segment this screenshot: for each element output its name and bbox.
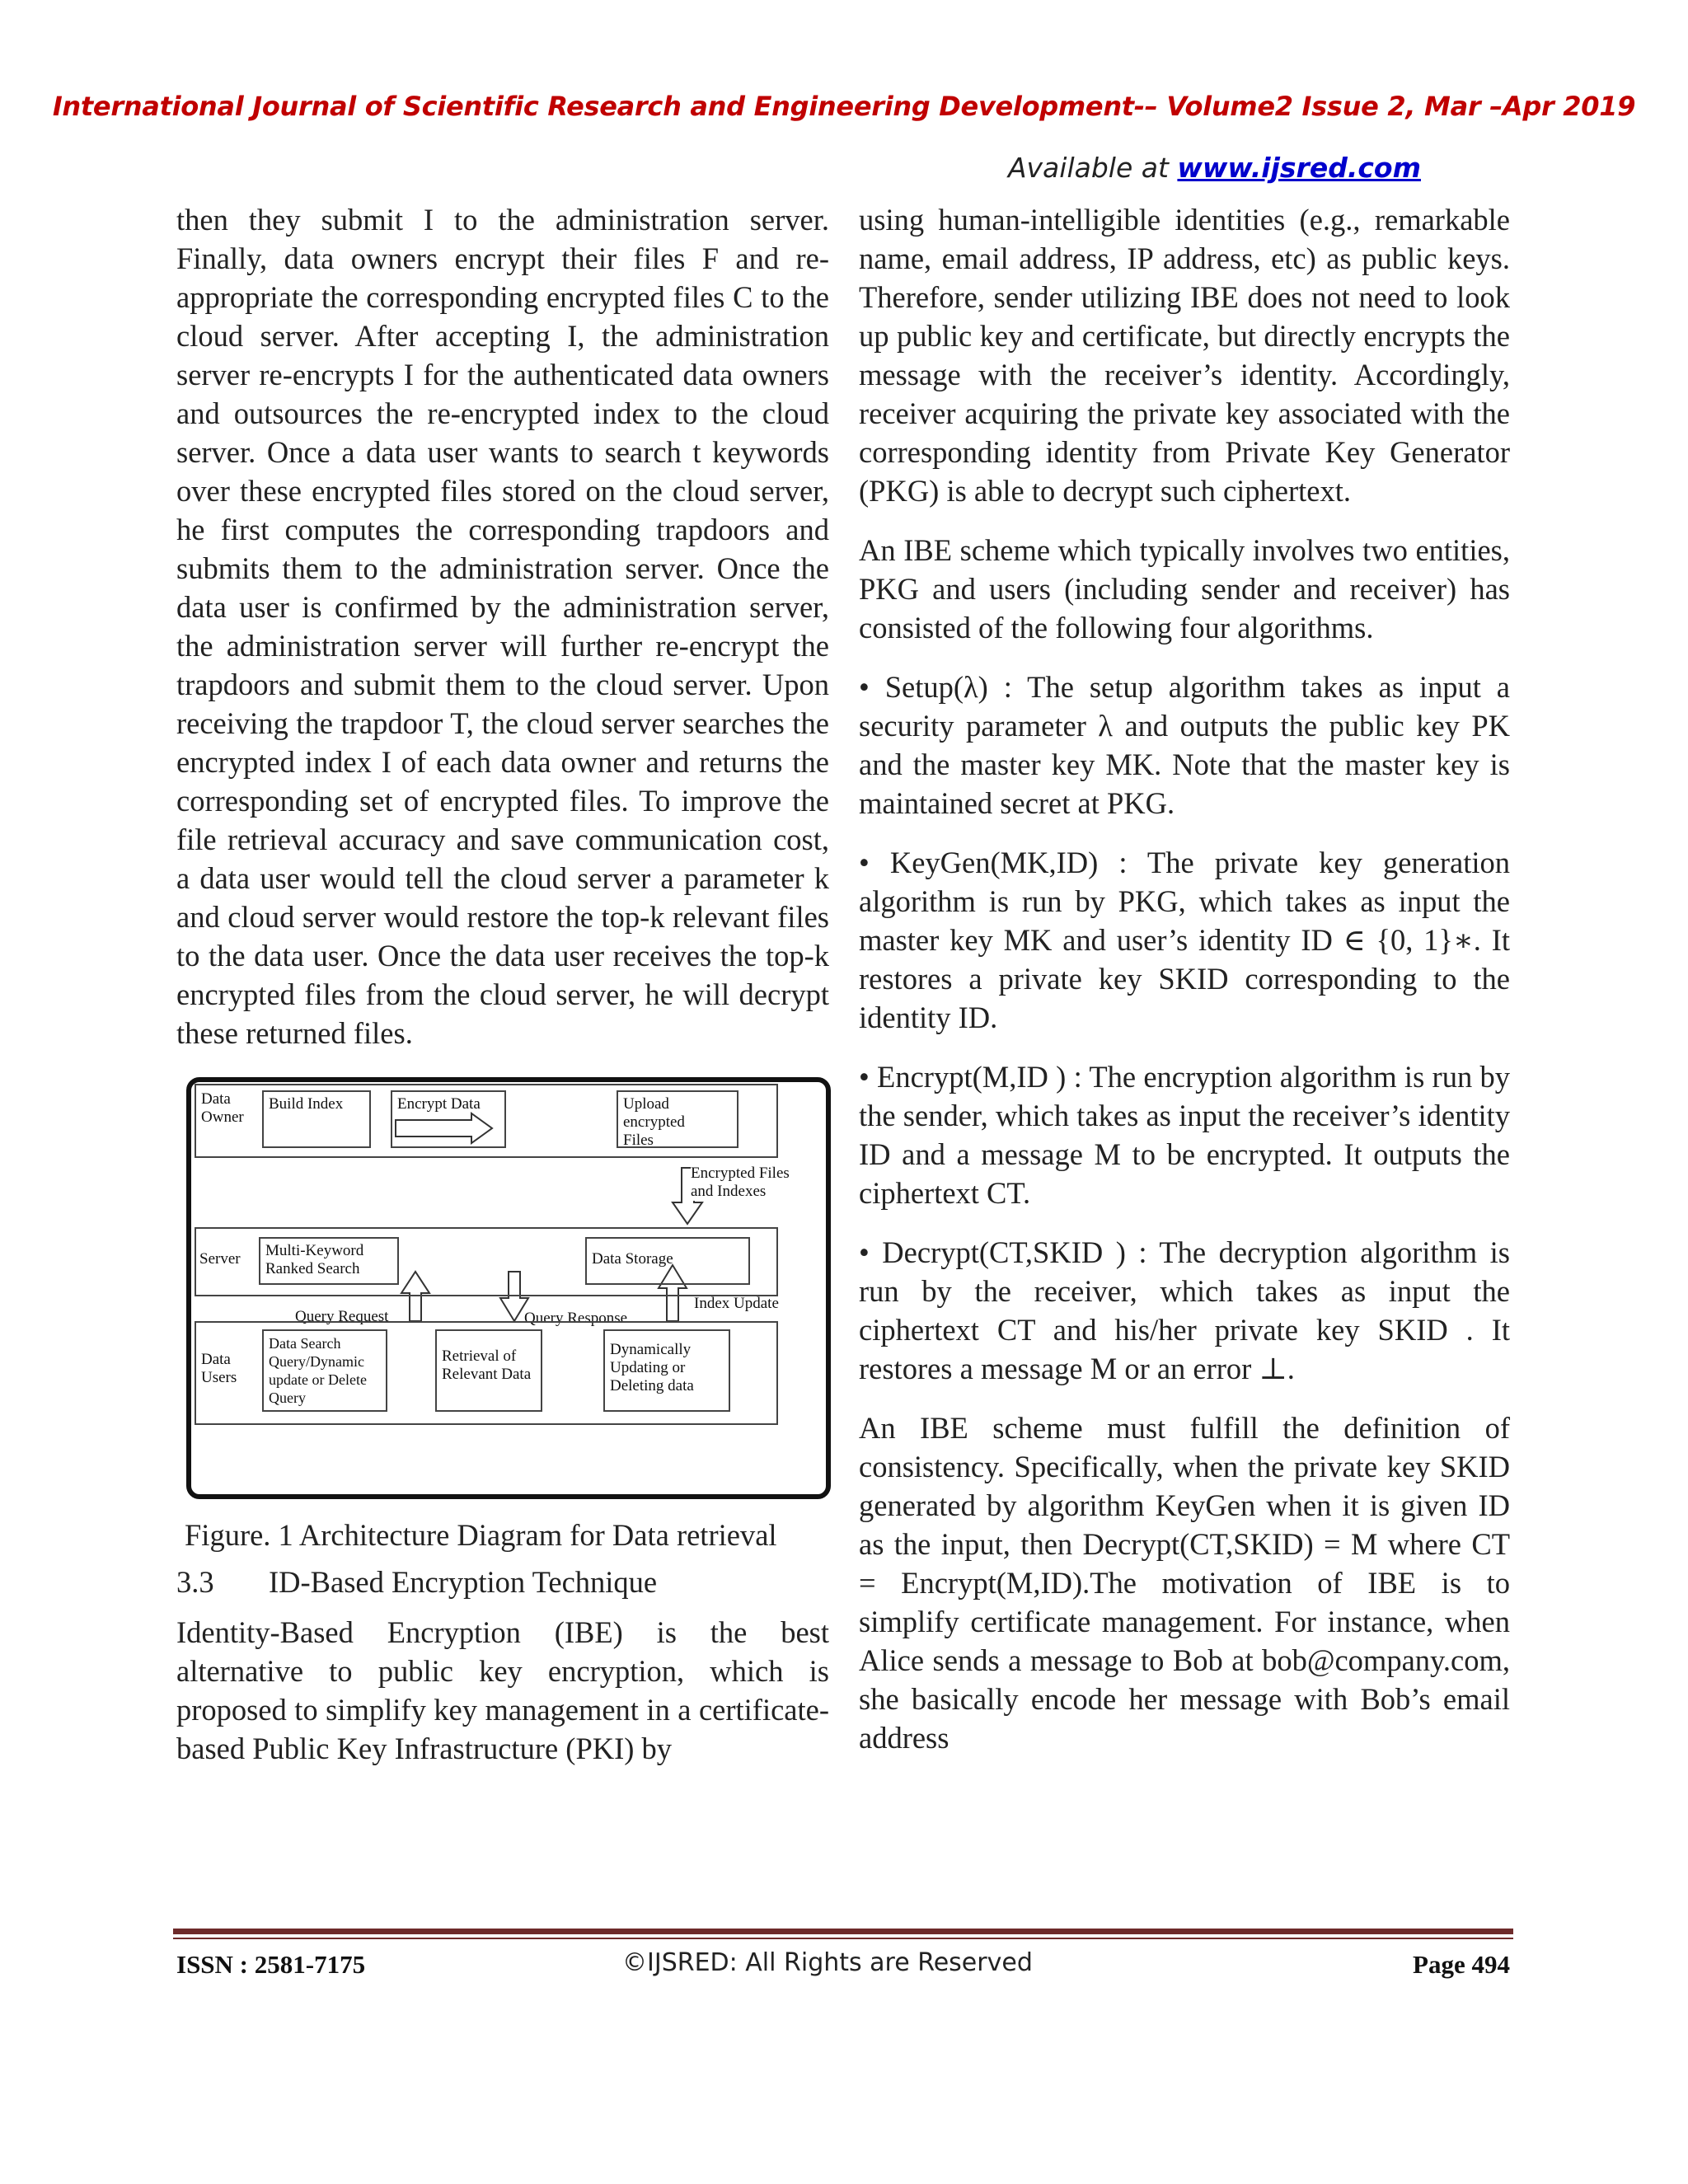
query-request-label: Query Request	[295, 1308, 389, 1325]
architecture-diagram	[186, 1077, 831, 1499]
right-paragraph-3: An IBE scheme must fulfill the definition of consistency. Specifically, when the private key SKID generated by algorithm KeyGen when it is given ID as the input, then Decrypt(CT,SKID) = M where CT = Encrypt(M,ID).The motivation of IBE is to simplify certificate management. For instance, when Alice sends a message to Bob at bob@company.com, she basically encode her message with Bob’s email address	[859, 1411, 1510, 1755]
retrieval-box: Retrieval of Relevant Data	[435, 1329, 542, 1412]
right-paragraph-2: An IBE scheme which typically involves two entities, PKG and users (including sender and receiver) has consisted of the following four algorithms.	[859, 533, 1510, 644]
data-storage-box: Data Storage	[585, 1237, 750, 1285]
encrypt-algorithm: • Encrypt(M,ID ) : The encryption algorithm is run by the sender, which takes as input the receiver’s identity ID and a message M to be encrypted. It outputs the ciphertext CT.	[859, 1060, 1510, 1210]
footer-rule	[173, 1929, 1513, 1934]
left-column	[176, 200, 829, 1788]
data-search-box: Data Search Query/Dynamic update or Delete Query	[262, 1329, 387, 1412]
index-update-label: Index Update	[694, 1295, 779, 1312]
journal-header: International Journal of Scientific Research and Engineering Development-– Volume2 Issue 2, Mar –Apr 2019	[52, 91, 1636, 122]
encrypted-files-indexes-label: Encrypted Files and Indexes	[691, 1165, 790, 1200]
section-title: ID-Based Encryption Technique	[269, 1565, 658, 1599]
data-owner-label: Data Owner	[201, 1090, 244, 1126]
section-number: 3.3	[176, 1565, 214, 1599]
decrypt-algorithm: • Decrypt(CT,SKID ) : The decryption algorithm is run by the receiver, which takes as input the ciphertext CT and his/her private key SKID . It restores a message M or an error ⊥.	[859, 1235, 1510, 1385]
footer-page-number: Page 494	[1413, 1950, 1510, 1979]
footer-rule-thin	[173, 1938, 1513, 1939]
dynamic-update-box: Dynamically Updating or Deleting data	[603, 1329, 730, 1412]
journal-website-link[interactable]: www.ijsred.com	[1177, 152, 1421, 184]
left-paragraph-1: then they submit I to the administration server. Finally, data owners encrypt their files F and re-appropriate the corresponding encrypted files C to the cloud server. After accepting I, the administration server re-encrypts I for the authenticated data owners and outsources the re-encrypted index to the cloud server. Once a data user wants to search t keywords over these encrypted files stored on the cloud server, he first computes the corresponding trapdoors and submits them to the administration server. Once the data user is confirmed by the administration server, the administration server will further re-encrypt the trapdoors and submit them to the cloud server. Upon receiving the trapdoor T, the cloud server searches the encrypted index I of each data owner and returns the corresponding set of encrypted files. To improve the file retrieval accuracy and save communication cost, a data user would tell the cloud server a parameter k and cloud server would restore the top-k relevant files to the data user. Once the data user receives the top-k encrypted files from the cloud server, he will decrypt these returned files.	[176, 203, 829, 1050]
footer-rights: ©IJSRED: All Rights are Reserved	[622, 1948, 1033, 1977]
encrypt-data-box: Encrypt Data	[391, 1090, 506, 1148]
available-prefix: Available at	[1007, 152, 1178, 184]
footer-issn: ISSN : 2581-7175	[176, 1950, 366, 1979]
build-index-box: Build Index	[262, 1090, 371, 1148]
upload-files-box: Upload encrypted Files	[617, 1090, 738, 1148]
query-response-label: Query Response	[524, 1310, 628, 1327]
keygen-algorithm: • KeyGen(MK,ID) : The private key generation algorithm is run by PKG, which takes as input the master key MK and user’s identity ID ∈ {0, 1}∗. It restores a private key SKID corresponding to the identity ID.	[859, 846, 1510, 1034]
right-column	[859, 200, 1510, 1778]
multi-keyword-box: Multi-Keyword Ranked Search	[259, 1237, 399, 1285]
section-heading	[176, 1563, 829, 1601]
figure-caption: Figure. 1 Architecture Diagram for Data retrieval	[185, 1518, 777, 1552]
available-at	[1008, 152, 1421, 184]
data-users-label: Data Users	[201, 1351, 237, 1386]
left-paragraph-2: Identity-Based Encryption (IBE) is the best alternative to public key encryption, which is proposed to simplify key management in a certificate-based Public Key Infrastructure (PKI) by	[176, 1615, 829, 1765]
right-paragraph-1: using human-intelligible identities (e.g., remarkable name, email address, IP address, etc) as public keys. Therefore, sender utilizing IBE does not need to look up public key and certificate, but directly encrypts the message with the receiver’s identity. Accordingly, receiver acquiring the private key associated with the corresponding identity from Private Key Generator (PKG) is able to decrypt such ciphertext.	[859, 203, 1510, 508]
setup-algorithm: • Setup(λ) : The setup algorithm takes as input a security parameter λ and outputs the public key PK and the master key MK. Note that the master key is maintained secret at PKG.	[859, 670, 1510, 820]
server-label: Server	[199, 1250, 241, 1268]
